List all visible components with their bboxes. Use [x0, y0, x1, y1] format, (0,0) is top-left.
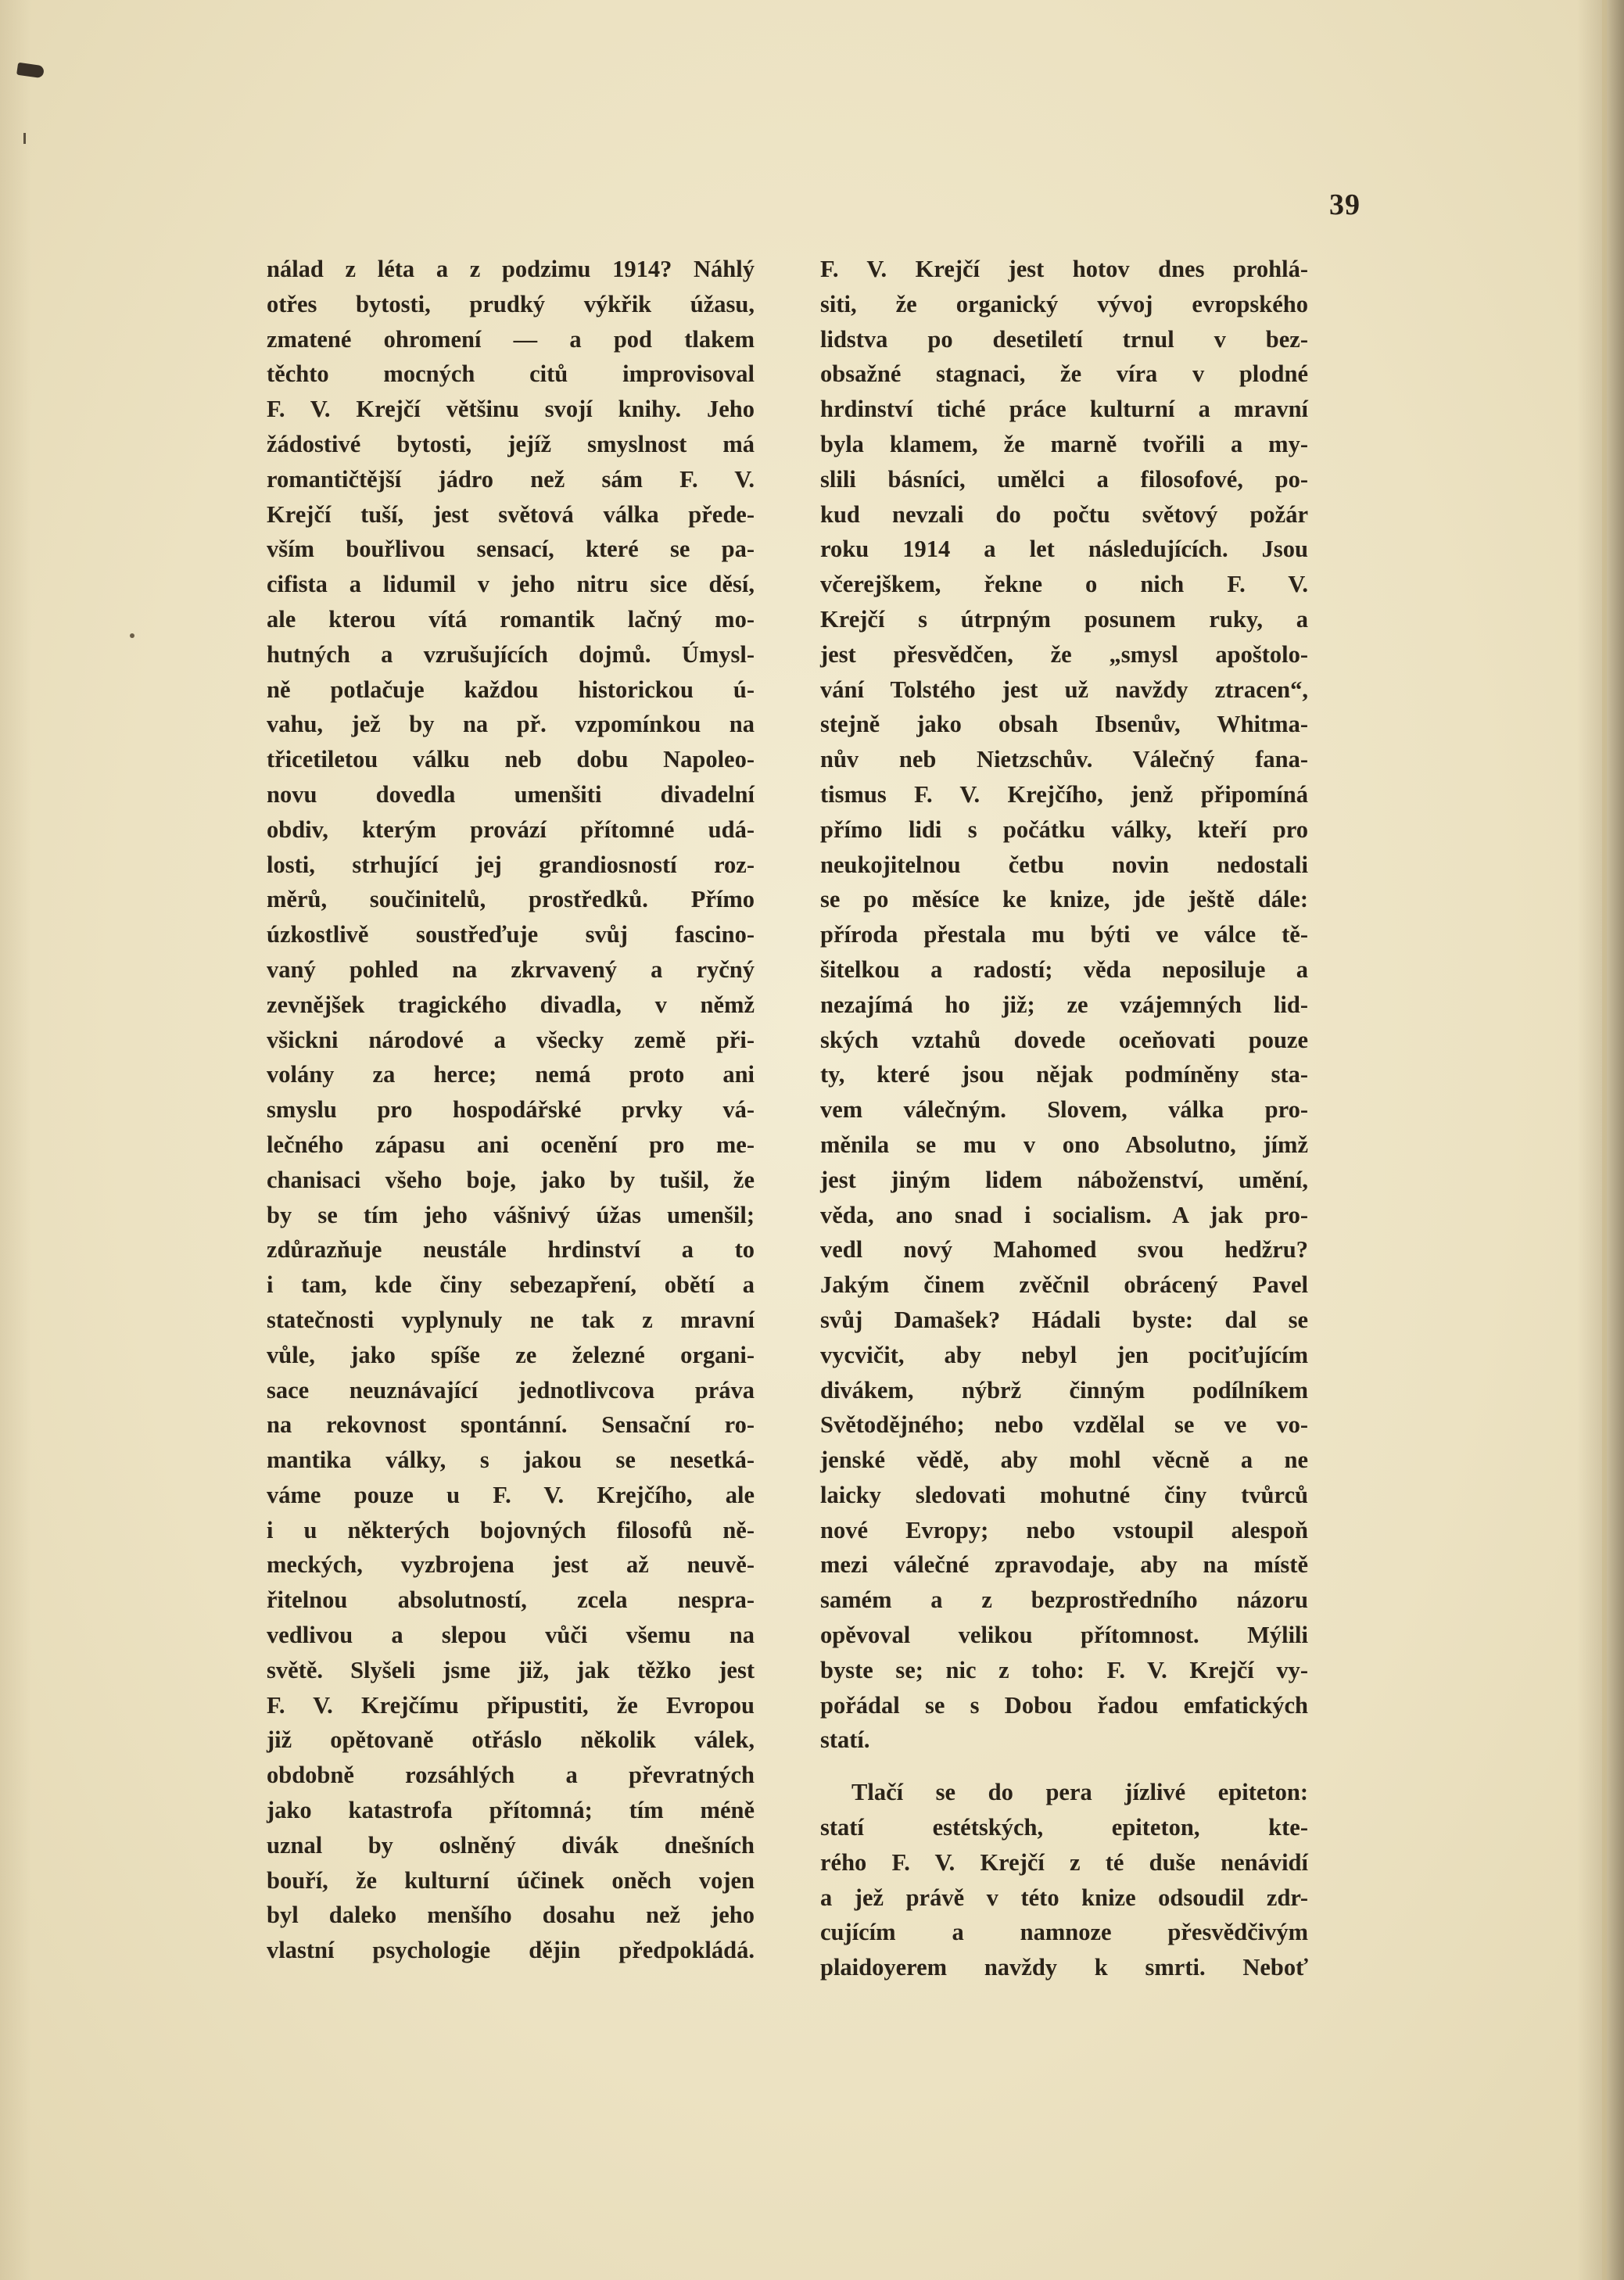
text-line: byste se; nic z toho: F. V. Krejčí vy-: [820, 1656, 1308, 1683]
text-line: losti, strhující jej grandiosností roz-: [267, 851, 755, 878]
text-line: všickni národové a všecky země při-: [267, 1026, 755, 1053]
text-line: divákem, nýbrž činným podílníkem: [820, 1376, 1308, 1403]
text-line: se po měsíce ke knize, jde ještě dále:: [820, 886, 1308, 913]
text-line: a jež právě v této knize odsoudil zdr-: [820, 1884, 1308, 1911]
text-line: zmatené ohromení — a pod tlakem: [267, 325, 755, 353]
text-line: vem válečným. Slovem, válka pro-: [820, 1096, 1308, 1124]
text-line: Tlačí se do pera jízlivé epiteton:: [851, 1779, 1308, 1806]
text-line: i u některých bojovných filosofů ně-: [267, 1516, 755, 1543]
text-line: otřes bytosti, prudký výkřik úžasu,: [267, 290, 755, 317]
text-line: meckých, vyzbrojena jest až neuvě-: [267, 1551, 755, 1579]
text-line: statí.: [820, 1726, 870, 1754]
text-line: jest jiným lidem náboženství, umění,: [820, 1166, 1308, 1193]
text-line: nův neb Nietzschův. Válečný fana-: [820, 746, 1308, 773]
text-line: mezi válečné zpravodaje, aby na místě: [820, 1551, 1308, 1579]
text-line: tismus F. V. Krejčího, jenž připomíná: [820, 780, 1308, 808]
text-line: na rekovnost spontánní. Sensační ro-: [267, 1411, 755, 1439]
text-line: šitelkou a radostí; věda neposiluje a: [820, 955, 1308, 983]
text-line: plaidoyerem navždy k smrti. Neboť: [820, 1954, 1308, 1981]
text-line: včerejškem, řekne o nich F. V.: [820, 571, 1308, 598]
text-line: lečného zápasu ani ocenění pro me-: [267, 1131, 755, 1158]
text-line: kud nevzali do počtu světový požár: [820, 500, 1308, 528]
text-line: měrů, součinitelů, prostředků. Přímo: [267, 886, 755, 913]
text-line: vedl nový Mahomed svou hedžru?: [820, 1236, 1308, 1264]
paragraph-gap: [820, 1758, 1308, 1775]
text-line: Světodějného; nebo vzdělal se ve vo-: [820, 1411, 1308, 1439]
text-line: žádostivé bytosti, jejíž smyslnost má: [267, 430, 755, 457]
text-line: nezajímá ho již; ze vzájemných lid-: [820, 991, 1308, 1018]
text-line: statí estétských, epiteton, kte-: [820, 1814, 1308, 1841]
text-line: statečnosti vyplynuly ne tak z mravní: [267, 1306, 755, 1333]
text-line: byla klamem, že marně tvořili a my-: [820, 430, 1308, 457]
text-line: lidstva po desetiletí trnul v bez-: [820, 325, 1308, 353]
left-text-column: [267, 252, 755, 1968]
text-line: nálad z léta a z podzimu 1914? Náhlý: [267, 256, 755, 282]
text-line: cujícím a namnoze přesvědčivým: [820, 1919, 1308, 1946]
page-left-edge-shadow: [0, 0, 31, 2280]
text-line: samém a z bezprostředního názoru: [820, 1586, 1308, 1614]
text-line: vahu, jež by na př. vzpomínkou na: [267, 711, 755, 738]
text-line: hutných a vzrušujících dojmů. Úmysl-: [267, 640, 755, 668]
text-line: řitelnou absolutností, zcela nespra-: [267, 1586, 755, 1614]
text-line: úzkostlivě soustřeďuje svůj fascino-: [267, 921, 755, 948]
text-line: obdobně rozsáhlých a převratných: [267, 1762, 755, 1789]
text-line: ty, které jsou nějak podmíněny sta-: [820, 1061, 1308, 1088]
text-line: ně potlačuje každou historickou ú-: [267, 676, 755, 703]
text-line: romantičtější jádro než sám F. V.: [267, 465, 755, 493]
text-line: věda, ano snad i socialism. A jak pro-: [820, 1201, 1308, 1228]
stray-dot-mark: [130, 633, 134, 638]
page-edge-strip: [1602, 0, 1607, 2280]
text-line: F. V. Krejčí jest hotov dnes prohlá-: [820, 256, 1308, 282]
text-line: ale kterou vítá romantik lačný mo-: [267, 605, 755, 633]
text-line: byl daleko menšího dosahu než jeho: [267, 1902, 755, 1929]
text-line: vaný pohled na zkrvavený a ryčný: [267, 955, 755, 983]
text-line: neukojitelnou četbu novin nedostali: [820, 851, 1308, 878]
text-line: F. V. Krejčímu připustiti, že Evropou: [267, 1691, 755, 1719]
text-line: vlastní psychologie dějin předpokládá.: [267, 1937, 755, 1964]
text-line: rého F. V. Krejčí z té duše nenávidí: [820, 1848, 1308, 1876]
text-line: siti, že organický vývoj evropského: [820, 290, 1308, 317]
text-line: obsažné stagnaci, že víra v plodné: [820, 360, 1308, 388]
text-line: příroda přestala mu býti ve válce tě-: [820, 921, 1308, 948]
text-line: laicky sledovati mohutné činy tvůrců: [820, 1481, 1308, 1508]
text-line: vším bouřlivou sensací, které se pa-: [267, 536, 755, 563]
text-line: zevnějšek tragického divadla, v němž: [267, 991, 755, 1018]
right-text-column: [820, 252, 1308, 1985]
text-line: jenské vědě, aby mohl věcně a ne: [820, 1447, 1308, 1474]
text-line: ských vztahů dovede oceňovati pouze: [820, 1026, 1308, 1053]
text-line: uznal by oslněný divák dnešních: [267, 1831, 755, 1859]
text-line: Krejčí s útrpným posunem ruky, a: [820, 605, 1308, 633]
text-line: přímo lidi s počátku války, kteří pro: [820, 816, 1308, 843]
ink-dot-mark: [23, 133, 26, 144]
text-line: těchto mocných citů improvisoval: [267, 360, 755, 388]
text-line: stejně jako obsah Ibsenův, Whitma-: [820, 711, 1308, 738]
text-line: slili básníci, umělci a filosofové, po-: [820, 465, 1308, 493]
text-line: cifista a lidumil v jeho nitru sice děsí,: [267, 571, 755, 598]
text-line: měnila se mu v ono Absolutno, jímž: [820, 1131, 1308, 1158]
text-line: jest přesvědčen, že „smysl apoštolo-: [820, 640, 1308, 668]
text-line: smyslu pro hospodářské prvky vá-: [267, 1096, 755, 1124]
text-line: Krejčí tuší, jest světová válka přede-: [267, 500, 755, 528]
text-line: opěvoval velikou přítomnost. Mýlili: [820, 1622, 1308, 1649]
text-line: volány za herce; nemá proto ani: [267, 1061, 755, 1088]
text-line: chanisaci všeho boje, jako by tušil, že: [267, 1166, 755, 1193]
text-line: váme pouze u F. V. Krejčího, ale: [267, 1481, 755, 1508]
text-line: jako katastrofa přítomná; tím méně: [267, 1797, 755, 1824]
text-line: svůj Damašek? Hádali byste: dal se: [820, 1306, 1308, 1333]
text-line: vedlivou a slepou vůči všemu na: [267, 1622, 755, 1649]
text-line: pořádal se s Dobou řadou emfatických: [820, 1691, 1308, 1719]
text-line: Jakým činem zvěčnil obrácený Pavel: [820, 1271, 1308, 1299]
text-line: třicetiletou válku neb dobu Napoleo-: [267, 746, 755, 773]
text-line: F. V. Krejčí většinu svojí knihy. Jeho: [267, 396, 755, 423]
text-line: bouří, že kulturní účinek oněch vojen: [267, 1866, 755, 1894]
page-number: 39: [1329, 188, 1361, 221]
text-line: hrdinství tiché práce kulturní a mravní: [820, 396, 1308, 423]
text-line: novu dovedla umenšiti divadelní: [267, 780, 755, 808]
page-spine-shadow: [1577, 0, 1624, 2280]
text-line: zdůrazňuje neustále hrdinství a to: [267, 1236, 755, 1264]
text-line: vycvičit, aby nebyl jen pociťujícím: [820, 1341, 1308, 1368]
text-line: nové Evropy; nebo vstoupil alespoň: [820, 1516, 1308, 1543]
text-line: vůle, jako spíše ze železné organi-: [267, 1341, 755, 1368]
text-line: již opětovaně otřáslo několik válek,: [267, 1726, 755, 1754]
text-line: obdiv, kterým provází přítomné udá-: [267, 816, 755, 843]
text-line: roku 1914 a let následujících. Jsou: [820, 536, 1308, 563]
text-line: by se tím jeho vášnivý úžas umenšil;: [267, 1201, 755, 1228]
text-line: vání Tolstého jest už navždy ztracen“,: [820, 676, 1308, 703]
text-line: sace neuznávající jednotlivcova práva: [267, 1376, 755, 1403]
text-line: mantika války, s jakou se nesetká-: [267, 1447, 755, 1474]
text-line: i tam, kde činy sebezapření, obětí a: [267, 1271, 755, 1299]
text-line: světě. Slyšeli jsme již, jak těžko jest: [267, 1656, 755, 1683]
